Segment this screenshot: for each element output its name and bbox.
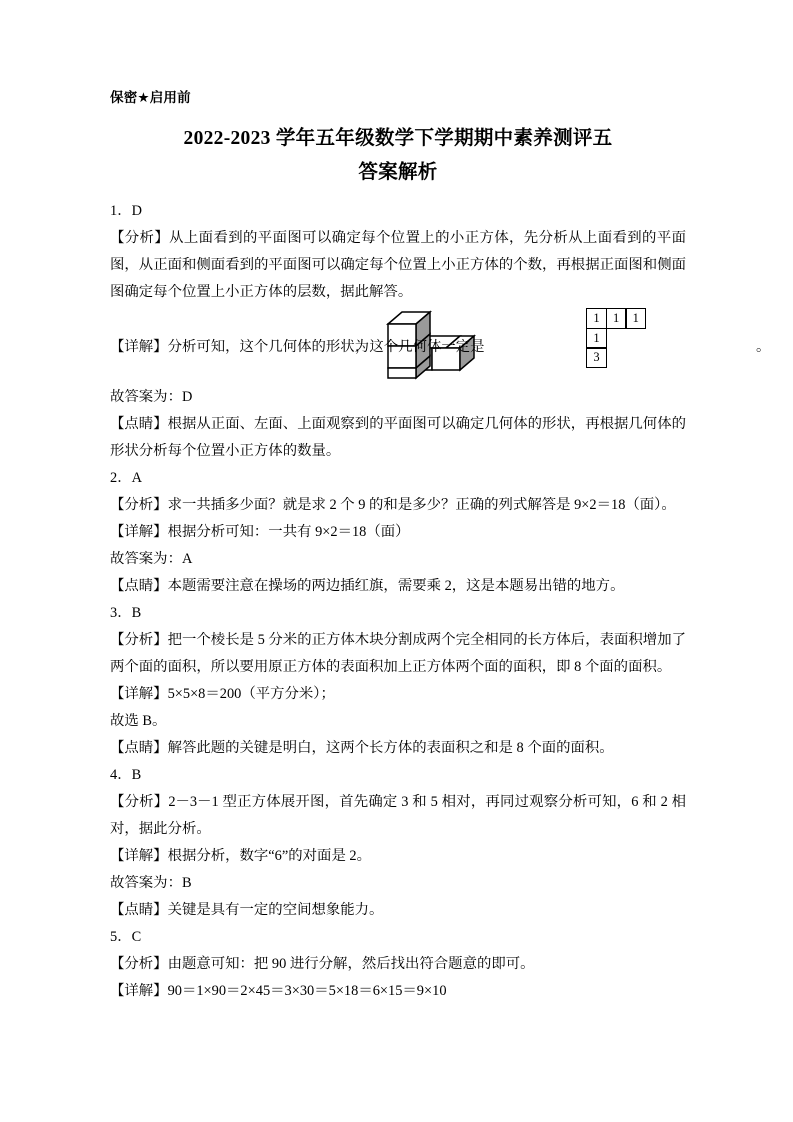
document-content [110, 88, 771, 1005]
grid-row [586, 347, 645, 367]
item-detail-1-suffix: 。 [756, 339, 771, 355]
page-title: 2022-2023 学年五年级数学下学期期中素养测评五 [183, 128, 613, 149]
grid-cell-empty [606, 347, 627, 368]
item-insight-1: 【点睛】根据从正面、左面、上面观察到的平面图可以确定几何体的形状，再根据几何体的形状分析每个位置小正方体的数量。 [110, 416, 686, 459]
item-detail-4: 【详解】根据分析，数字“6”的对面是 2。 [110, 848, 372, 864]
item-detail-3: 【详解】5×5×8＝200（平方分米）； [110, 686, 335, 702]
item-detail-2: 【详解】根据分析可知：一共有 9×2＝18（面） [110, 524, 410, 540]
secrecy-notice: 保密★启用前 [110, 90, 191, 106]
grid-cell-empty [625, 328, 646, 349]
item-number-5: 5．C [110, 929, 142, 945]
item-insight-4: 【点睛】关键是具有一定的空间想象能力。 [110, 902, 384, 918]
grid-cell: 1 [586, 328, 607, 349]
grid-cell: 1 [606, 308, 627, 329]
grid-cell-empty [606, 328, 627, 349]
item-insight-2: 【点睛】本题需要注意在操场的两边插红旗，需要乘 2，这是本题易出错的地方。 [110, 578, 625, 594]
grid-cell: 3 [586, 347, 607, 368]
item-analysis-4: 【分析】2－3－1 型正方体展开图，首先确定 3 和 5 相对，再同过观察分析可知，6 和 2 相对，据此分析。 [110, 794, 686, 837]
item-number-4: 4．B [110, 767, 142, 783]
item-analysis-2: 【分析】求一共插多少面？就是求 2 个 9 的和是多少？正确的列式解答是 9×2＝18（面）。 [110, 497, 676, 513]
item-answer-1: 故答案为：D [110, 389, 193, 405]
grid-cell: 1 [625, 308, 646, 329]
grid-cell-empty [625, 347, 646, 368]
item-analysis-1: 【分析】从上面看到的平面图可以确定每个位置上的小正方体，先分析从上面看到的平面图，从正面和侧面看到的平面图可以确定每个位置上小正方体的个数，再根据正面图和侧面图确定每个位置上小正方体的层数，据此解答。 [110, 230, 686, 300]
item-number-1: 1．D [110, 203, 142, 219]
item-answer-4: 故答案为：B [110, 875, 192, 891]
top-view-count-grid [586, 308, 645, 367]
grid-row [586, 328, 645, 348]
page-subtitle: 答案解析 [358, 162, 438, 183]
grid-cell: 1 [586, 308, 607, 329]
item-analysis-5: 【分析】由题意可知：把 90 进行分解，然后找出符合题意的即可。 [110, 956, 535, 972]
item-detail-5: 【详解】90＝1×90＝2×45＝3×30＝5×18＝6×15＝9×10 [110, 983, 447, 999]
item-answer-2: 故答案为：A [110, 551, 193, 567]
item-number-2: 2．A [110, 470, 142, 486]
item-detail-1-figure-row [110, 306, 771, 384]
item-analysis-3: 【分析】把一个棱长是 5 分米的正方体木块分割成两个完全相同的长方体后，表面积增加了两个面的面积，所以要用原正方体的表面积加上正方体两个面的面积，即 8 个面的面积。 [110, 632, 686, 675]
item-detail-1-prefix: 【详解】分析可知，这个几何体的形状为 [110, 339, 370, 355]
grid-row [586, 308, 645, 328]
item-insight-3: 【点睛】解答此题的关键是明白，这两个长方体的表面积之和是 8 个面的面积。 [110, 740, 614, 756]
item-number-3: 3．B [110, 605, 142, 621]
item-detail-1-middle: ，这个几何体一定是 [355, 339, 485, 355]
item-answer-3: 故选 B。 [110, 713, 167, 729]
